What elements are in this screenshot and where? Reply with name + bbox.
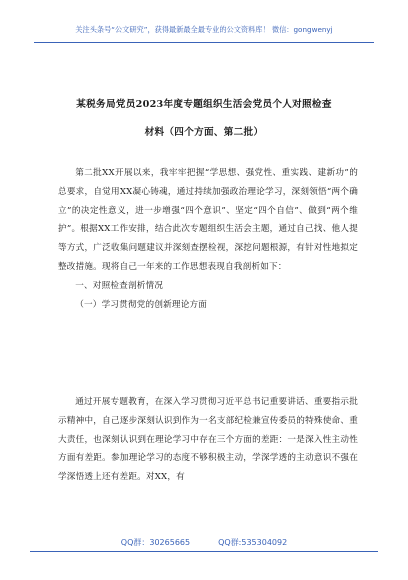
footer-divider [30,551,378,552]
footer-qq-group-2: QQ群:535304092 [218,538,288,547]
intro-paragraph: 第二批XX开展以来，我牢牢把握“学思想、强党性、重实践、建新功”的总要求，自觉用XX凝心铸魂，通过持续加强政治理论学习，深刻领悟“两个确立”的决定性意义，进一步增强“四个意识”、坚定“四个自信”、做到“两个维护”。根据XX工作安排，结合此次专题组织生活会主题，通过自己找、他人提等方式，广泛收集问题建议并深刻查摆检视，深挖问题根源，有针对性地拟定整改措施。现将自己一年来的工作思想表现自我剖析如下： [58,168,358,272]
body-block [58,393,358,487]
header-divider [34,42,374,43]
document-title-continued: 材料（四个方面、第二批） [144,127,264,138]
section-heading: 一、对照检查剖析情况 [75,280,164,291]
footer-qq-group-1: QQ群：30265665 [120,538,191,547]
header-banner: 关注头条号“公文研究”，获得最新最全最专业的公文资料库！ 微信：gongwenyj [75,25,333,34]
subsection-heading: （一）学习贯彻党的创新理论方面 [75,299,208,310]
document-title: 某税务局党员2023年度专题组织生活会党员个人对照检查 [76,99,332,110]
footer-contacts [0,537,408,548]
body-paragraph: 通过开展专题教育，在深入学习贯彻习近平总书记重要讲话、重要指示批示精神中，自己逐步深刻认识到作为一名支部纪检兼宣传委员的特殊使命、重大责任，也深刻认识到在理论学习中存在三个方面的差距：一是深入性主动性方面有差距。参加理论学习的态度不够积极主动，学深学透的主动意识不强在学深悟透上还有差距。对XX，有 [58,397,358,483]
intro-block [58,164,358,314]
